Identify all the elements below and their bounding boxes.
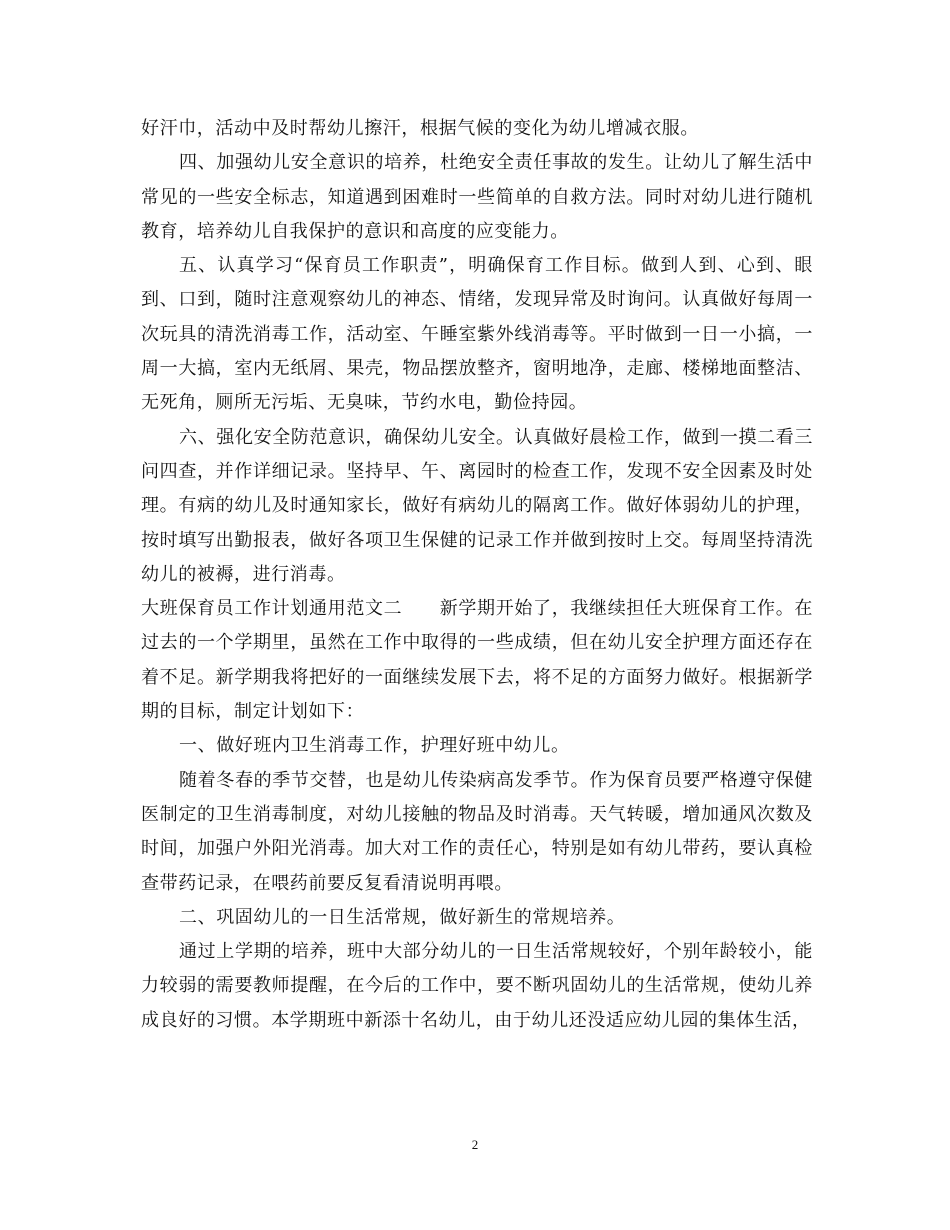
paragraph-2: 四、加强幼儿安全意识的培养，杜绝安全责任事故的发生。让幼儿了解生活中常见的一些安全标志，知道遇到困难时一些简单的自救方法。同时对幼儿进行随机教育，培养幼儿自我保护的意识和高度的应变能力。 xyxy=(141,152,813,242)
paragraph-8: 二、巩固幼儿的一日生活常规，做好新生的常规培养。 xyxy=(179,906,626,928)
paragraph-6: 一、做好班内卫生消毒工作，护理好班中幼儿。 xyxy=(179,735,570,757)
paragraph-4: 六、强化安全防范意识，确保幼儿安全。认真做好晨检工作，做到一摸二看三问四查，并作详细记录。坚持早、午、离园时的检查工作，发现不安全因素及时处理。有病的幼儿及时通知家长，做好有病幼儿的隔离工作。做好体弱幼儿的护理，按时填写出勤报表，做好各项卫生保健的记录工作并做到按时上交。每周坚持清洗幼儿的被褥，进行消毒。 xyxy=(141,426,813,585)
paragraph-1: 好汗巾，活动中及时帮幼儿擦汗，根据气候的变化为幼儿增减衣服。 xyxy=(141,118,699,139)
paragraph-7: 随着冬春的季节交替，也是幼儿传染病高发季节。作为保育员要严格遵守保健医制定的卫生消毒制度，对幼儿接触的物品及时消毒。天气转暖，增加通风次数及时间，加强户外阳光消毒。加大对工作的责任心，特别是如有幼儿带药，要认真检查带药记录，在喂药前要反复看清说明再喂。 xyxy=(141,769,813,894)
paragraph-3: 五、认真学习“保育员工作职责”，明确保育工作目标。做到人到、心到、眼到、口到，随时注意观察幼儿的神态、情绪，发现异常及时询问。认真做好每周一次玩具的清洗消毒工作，活动室、午睡室紫外线消毒等。平时做到一日一小搞，一周一大搞，室内无纸屑、果壳，物品摆放整齐，窗明地净，走廊、楼梯地面整洁、无死角，厕所无污垢、无臭味，节约水电，勤俭持园。 xyxy=(141,255,813,414)
document-body xyxy=(141,112,813,1038)
paragraph-9: 通过上学期的培养，班中大部分幼儿的一日生活常规较好，个别年龄较小，能力较弱的需要教师提醒，在今后的工作中，要不断巩固幼儿的生活常规，使幼儿养成良好的习惯。本学期班中新添十名幼儿，由于幼儿还没适应幼儿园的集体生活， xyxy=(141,941,813,1031)
page-number: 2 xyxy=(471,1137,479,1152)
paragraph-5: 大班保育员工作计划通用范文二 新学期开始了，我继续担任大班保育工作。在过去的一个学期里，虽然在工作中取得的一些成绩，但在幼儿安全护理方面还存在着不足。新学期我将把好的一面继续发展下去，将不足的方面努力做好。根据新学期的目标，制定计划如下： xyxy=(141,598,813,723)
